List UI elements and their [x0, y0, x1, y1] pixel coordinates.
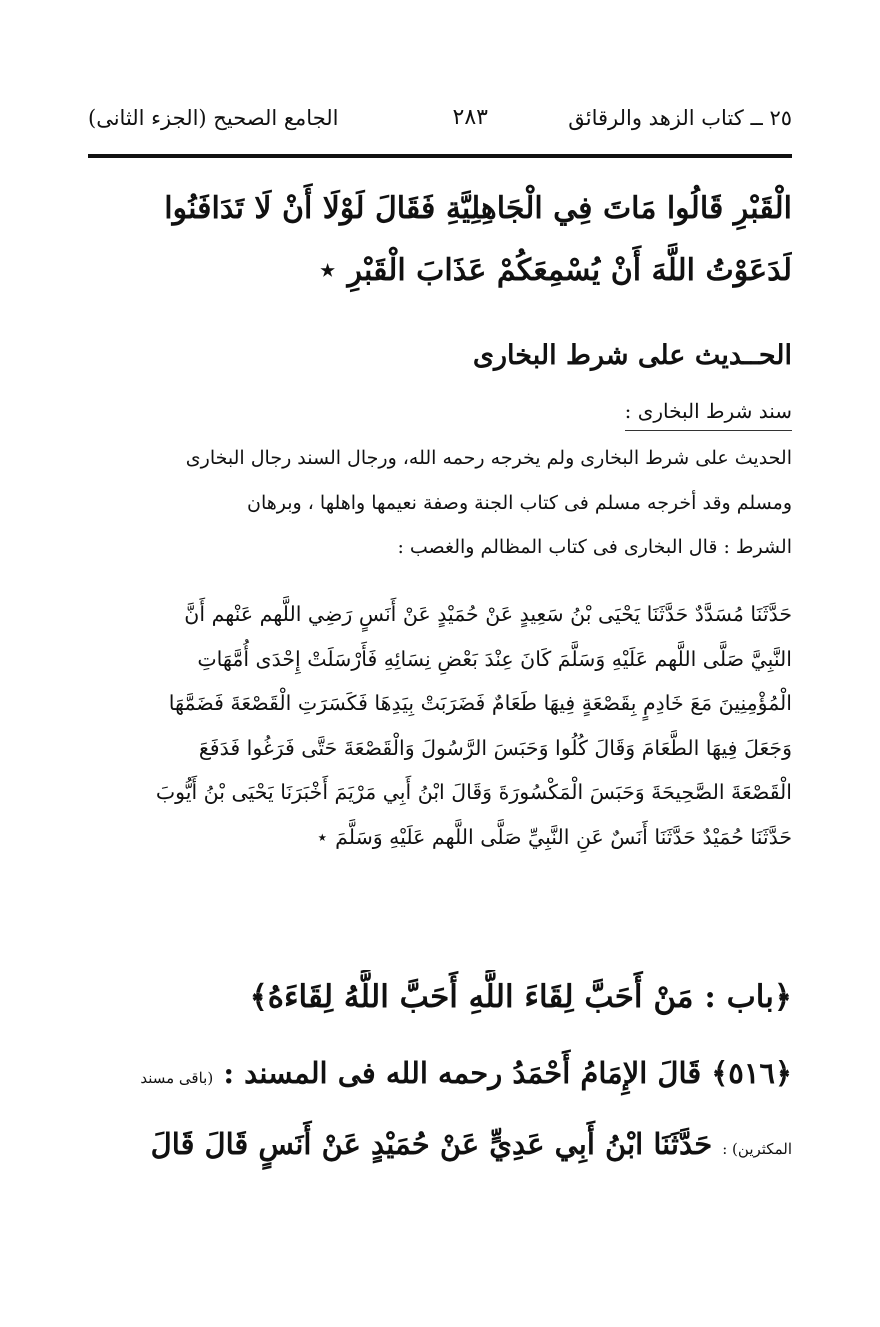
sanad-label: سند شرط البخارى :	[625, 394, 792, 431]
bab-title: ﴿باب : مَنْ أَحَبَّ لِقَاءَ اللَّهِ أَحَبَّ اللَّهُ لِقَاءَهُ﴾	[249, 979, 792, 1015]
sanad-label-row	[88, 394, 792, 431]
book-title: الجامع الصحيح (الجزء الثانى)	[88, 106, 339, 130]
continued-hadith-text	[88, 178, 792, 302]
chapter-title: ٢٥ ــ كتاب الزهد والرقائق	[568, 106, 792, 130]
header-rule	[88, 154, 792, 158]
source-note-cont: المكثرين) :	[722, 1140, 792, 1158]
text-line: الْقَبْرِ قَالُوا مَاتَ فِي الْجَاهِلِيَّةِ فَقَالَ لَوْلَا أَنْ لَا تَدَافَنُوا	[164, 191, 792, 226]
text-line: الحديث على شرط البخارى ولم يخرجه رحمه الله، ورجال السند رجال البخارى	[185, 447, 792, 469]
commentary-paragraph	[88, 436, 792, 570]
hadith-text	[88, 592, 792, 859]
hadith-516	[88, 1040, 792, 1182]
text-line: حَدَّثَنَا مُسَدَّدٌ حَدَّثَنَا يَحْيَى بْنُ سَعِيدٍ عَنْ حُمَيْدٍ عَنْ أَنَسٍ رَضِي اللَّهم عَنْهم أَنَّ	[184, 602, 792, 626]
section-heading: الحــديث على شرط البخارى	[472, 340, 792, 371]
hadith-516-chain: حَدَّثَنَا ابْنُ أَبِي عَدِيٍّ عَنْ حُمَيْدٍ عَنْ أَنَسٍ قَالَ قَالَ	[150, 1127, 713, 1161]
text-line: الشرط : قال البخارى فى كتاب المظالم والغصب :	[397, 536, 792, 558]
source-note: (باقى مسند	[140, 1069, 214, 1087]
running-header	[88, 98, 792, 138]
text-line: حَدَّثَنَا حُمَيْدٌ حَدَّثَنَا أَنَسٌ عَنِ النَّبِيِّ صَلَّى اللَّهم عَلَيْهِ وَسَلَّمَ ⋆	[315, 824, 792, 849]
text-line: وَجَعَلَ فِيهَا الطَّعَامَ وَقَالَ كُلُوا وَحَبَسَ الرَّسُولَ وَالْقَصْعَةَ حَتَّى فَرَغُوا فَدَفَعَ	[198, 735, 792, 760]
text-line: النَّبِيَّ صَلَّى اللَّهم عَلَيْهِ وَسَلَّمَ كَانَ عِنْدَ بَعْضِ نِسَائِهِ فَأَرْسَلَتْ إِحْدَى أُمَّهَاتِ	[197, 646, 792, 671]
text-line: الْمُؤْمِنِينَ مَعَ خَادِمٍ بِقَصْعَةٍ فِيهَا طَعَامٌ فَضَرَبَتْ بِيَدِهَا فَكَسَرَتِ الْقَصْعَةَ فَضَمَّهَا	[168, 691, 792, 715]
hadith-516-intro: ﴿٥١٦﴾ قَالَ الإِمَامُ أَحْمَدُ رحمه الله فى المسند :	[223, 1056, 792, 1090]
text-line: الْقَصْعَةَ الصَّحِيحَةَ وَحَبَسَ الْمَكْسُورَةَ وَقَالَ ابْنُ أَبِي مَرْيَمَ أَخْبَرَنَا يَحْيَى بْنُ أَيُّوبَ	[155, 780, 792, 804]
text-line: لَدَعَوْتُ اللَّهَ أَنْ يُسْمِعَكُمْ عَذَابَ الْقَبْرِ ⋆	[318, 253, 792, 288]
hadith-516-line-1	[88, 1040, 792, 1111]
text-line: ومسلم وقد أخرجه مسلم فى كتاب الجنة وصفة نعيمها واهلها ، وبرهان	[246, 491, 792, 514]
page-number: ٢٨٣	[452, 105, 488, 130]
hadith-516-line-2	[88, 1111, 792, 1182]
